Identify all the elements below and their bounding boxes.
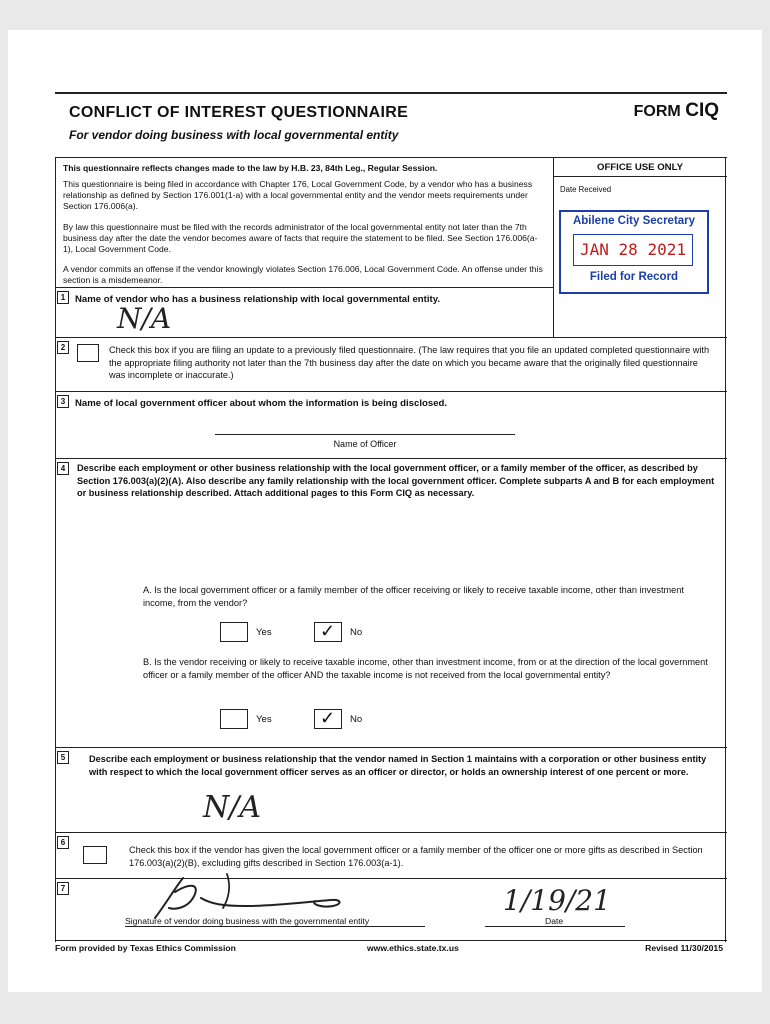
section-1-label: Name of vendor who has a business relationship with local governmental entity.: [75, 294, 440, 305]
question-b-no-label: No: [350, 714, 363, 725]
form-bottom-line: [55, 940, 727, 941]
section-6-text: Check this box if the vendor has given the local government officer or a family member of the officer one or more gifts as described in Section 176.003(a)(2)(B), excluding gifts described in Section 176.003(a-1).: [129, 845, 703, 868]
question-a-no-label: No: [350, 627, 363, 638]
form-subtitle: For vendor doing business with local governmental entity: [69, 128, 399, 142]
question-b-yes-checkbox[interactable]: [220, 709, 248, 729]
section-6-number: 6: [57, 836, 69, 849]
signature-date-value: 1/19/21: [503, 884, 611, 917]
section-5-text: Describe each employment or business relationship that the vendor named in Section 1 maintains with a corporation or other business entity with respect to which the local government officer serves as an officer or director, or holds an ownership interest of one percent or more.: [89, 754, 707, 777]
officer-name-caption: Name of Officer: [333, 439, 397, 449]
intro-paragraph-3: A vendor commits an offense if the vendor knowingly violates Section 176.006, Local Government Code. An offense under this section is a misdemeanor.: [63, 264, 543, 285]
section-4-number: 4: [57, 462, 69, 475]
section-5-number: 5: [57, 751, 69, 764]
intro-paragraph-2: By law this questionnaire must be filed with the records administrator of the local governmental entity not later than the 7th business day after the date the vendor becomes aware of facts that require the statement to be filed. See Section 176.006(a-1), Local Government Code.: [63, 222, 538, 254]
section5-top-line: [55, 747, 727, 748]
form-title: CONFLICT OF INTEREST QUESTIONNAIRE: [69, 104, 409, 121]
update-checkbox[interactable]: [77, 344, 99, 362]
stamp-date-box: [573, 234, 693, 266]
date-caption: Date: [545, 916, 564, 926]
footer-revised: Revised 11/30/2015: [645, 943, 723, 953]
signature-caption: Signature of vendor doing business with the governmental entity: [125, 916, 370, 926]
stamp-date: JAN 28 2021: [580, 240, 686, 259]
question-b: B. Is the vendor receiving or likely to receive taxable income, other than investment income, from or at the direction of the local government officer or a family member of the officer AND the taxable income is not received from the local governmental entity?: [143, 657, 708, 680]
section3-top-line: [55, 391, 727, 392]
section6-top-line: [55, 832, 727, 833]
left-border: [55, 157, 56, 942]
office-use-heading-line: [553, 176, 727, 177]
received-stamp: [559, 210, 709, 294]
office-use-heading: OFFICE USE ONLY: [596, 162, 683, 173]
question-a-yes-label: Yes: [256, 627, 272, 638]
header-divider: [55, 157, 727, 158]
form-top-border: [55, 92, 727, 94]
section-1-handwritten-na: N/A: [117, 302, 172, 335]
question-a-checkmark-icon: ✓: [320, 621, 336, 641]
question-b-no-checkbox[interactable]: [314, 709, 342, 729]
section-5-handwritten-na: N/A: [203, 790, 262, 825]
form-code: [634, 100, 719, 122]
footer-provider: Form provided by Texas Ethics Commission: [55, 943, 236, 953]
question-a-no-checkbox[interactable]: [314, 622, 342, 642]
section4-top-line: [55, 458, 727, 459]
officer-name-line[interactable]: [215, 434, 515, 435]
form-code-value: CIQ: [685, 100, 719, 121]
footer-website: www.ethics.state.tx.us: [367, 943, 459, 953]
section-3-number: 3: [57, 395, 69, 408]
section-1-number: 1: [57, 291, 69, 304]
section-3-label: Name of local government officer about whom the information is being disclosed.: [75, 398, 448, 409]
date-received-label: Date Received: [560, 185, 612, 194]
right-border: [725, 157, 726, 942]
section-4-text: Describe each employment or other business relationship with the local government officer, or a family member of the officer, as described by Section 176.003(a)(2)(A). Also describe any family relationship with the local government officer. Complete subparts A and B for each employment or business relationship described. Attach additional pages to this Form CIQ as necessary.: [77, 463, 715, 498]
gifts-checkbox[interactable]: [83, 846, 107, 864]
question-a: A. Is the local government officer or a family member of the officer receiving or likely to receive taxable income, other than investment income, from the vendor?: [143, 585, 684, 608]
stamp-city-secretary: Abilene City Secretary: [572, 215, 696, 227]
section-2-number: 2: [57, 341, 69, 354]
question-b-yes-label: Yes: [256, 714, 272, 725]
office-use-divider: [553, 157, 554, 337]
form-label: FORM: [633, 103, 681, 120]
section-2-text: Check this box if you are filing an update to a previously filed questionnaire. (The law requires that you file an updated completed questionnaire with the appropriate filing authority not later than the 7th business day after the date on which you became aware that the originally filed questionnaire was incomplete or inaccurate.): [109, 345, 710, 380]
intro-paragraph-1: This questionnaire is being filed in accordance with Chapter 176, Local Government Code, by a vendor who has a business relationship as defined by Section 176.001(1-a) with a local governmental entity and the vendor meets requirements under Section 176.006(a).: [63, 179, 533, 211]
question-a-yes-checkbox[interactable]: [220, 622, 248, 642]
question-b-checkmark-icon: ✓: [320, 708, 336, 728]
intro-line: This questionnaire reflects changes made to the law by H.B. 23, 84th Leg., Regular Session.: [63, 163, 438, 173]
form-ciq: [55, 92, 727, 953]
section1-top-line: [55, 287, 553, 288]
stamp-filed-for-record: Filed for Record: [589, 271, 679, 283]
section-7-number: 7: [57, 882, 69, 895]
section2-top-line: [55, 337, 727, 338]
